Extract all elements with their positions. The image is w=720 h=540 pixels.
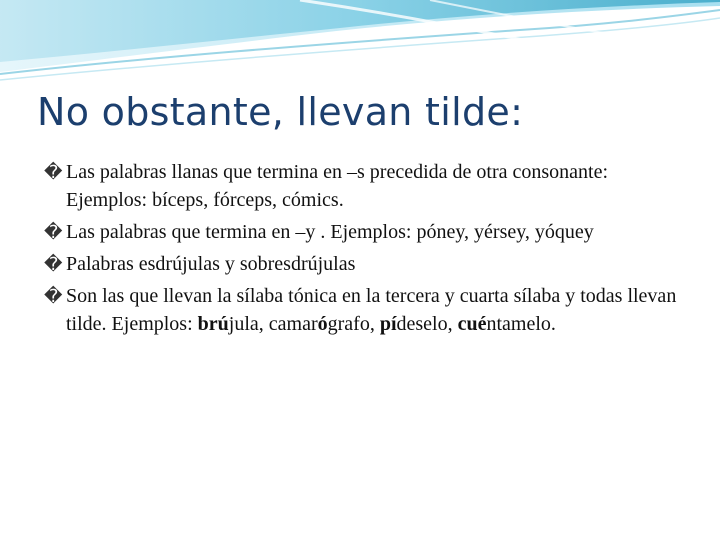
- list-item: [44, 158, 694, 214]
- bullet-text: ntamelo.: [486, 313, 556, 335]
- list-item: [44, 282, 694, 338]
- bullet-text: Las palabras que termina en –y . Ejemplos: póney, yérsey, yóquey: [66, 221, 594, 243]
- bullet-list: [44, 158, 694, 342]
- bullet-text: Las palabras llanas que termina en –s precedida de otra consonante: Ejemplos: bíceps, fórceps, cómics.: [66, 161, 609, 211]
- emphasized-syllable: cué: [457, 313, 487, 335]
- bullet-text: grafo,: [327, 313, 380, 335]
- bullet-glyph-icon: �: [44, 286, 63, 307]
- bullet-text: Palabras esdrújulas y sobresdrújulas: [66, 253, 356, 275]
- emphasized-syllable: brú: [197, 313, 229, 335]
- list-item: [44, 218, 694, 246]
- slide-title: No obstante, llevan tilde:: [37, 90, 524, 134]
- bullet-glyph-icon: �: [44, 162, 63, 183]
- emphasized-syllable: pí: [379, 313, 397, 335]
- bullet-glyph-icon: �: [44, 222, 63, 243]
- bullet-glyph-icon: �: [44, 254, 63, 275]
- emphasized-syllable: ó: [317, 313, 328, 335]
- bullet-text: jula, camar: [228, 313, 318, 335]
- list-item: [44, 250, 694, 278]
- bullet-text: Son las que llevan la sílaba tónica en la tercera y cuarta sílaba y todas llevan tilde. Ejemplos:: [66, 285, 677, 335]
- header-wave-decoration: [0, 0, 720, 90]
- bullet-text: deselo,: [396, 313, 458, 335]
